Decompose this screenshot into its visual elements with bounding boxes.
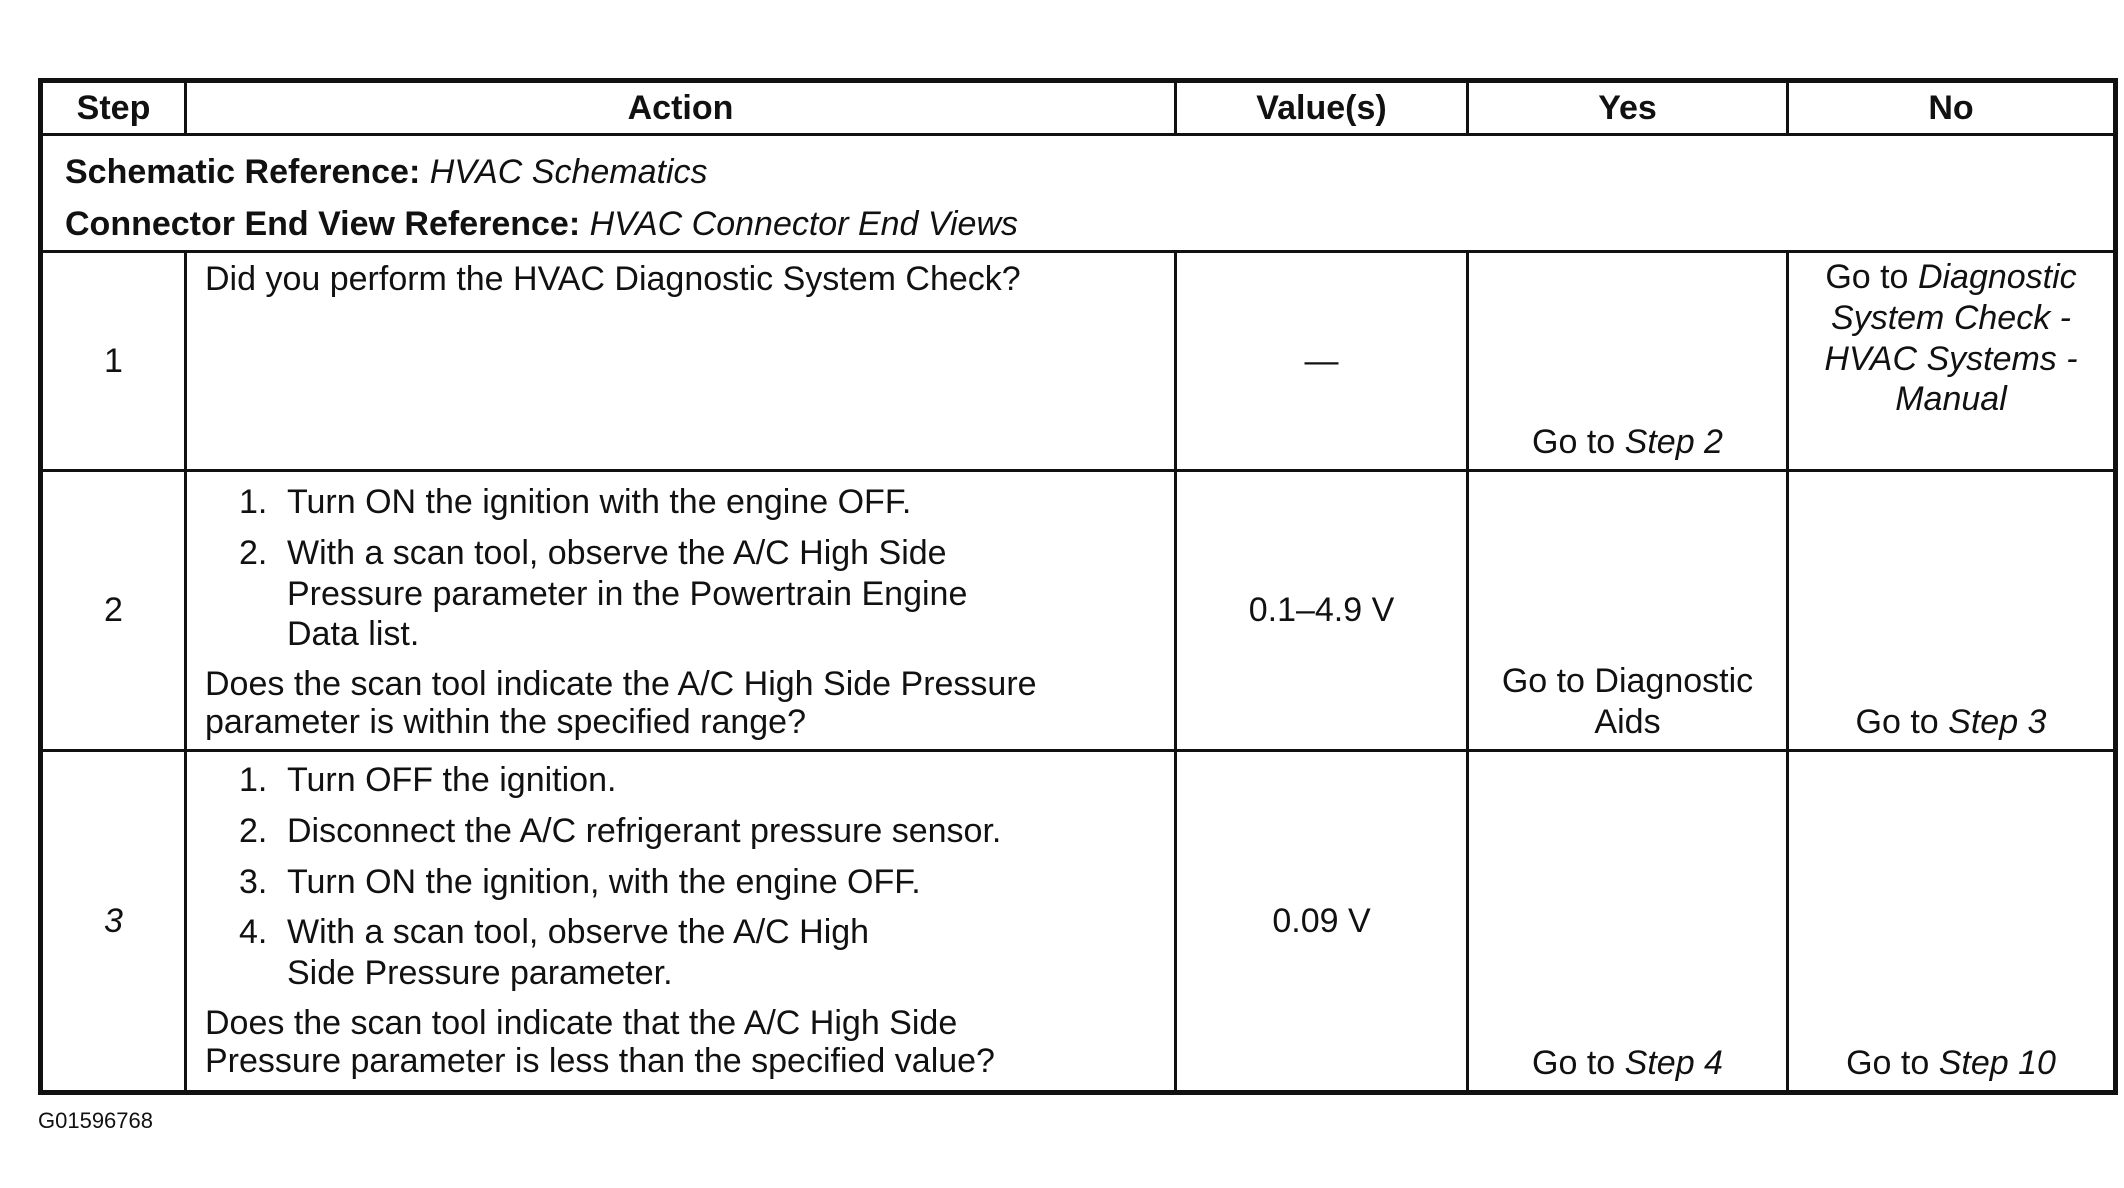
substep-text: Turn ON the ignition, with the engine OFF. (287, 862, 921, 901)
no-prefix: Go to (1855, 703, 1939, 742)
yes-cell (1468, 471, 1788, 751)
yes-step-link[interactable]: Step 2 (1624, 423, 1723, 462)
value-cell: 0.1–4.9 V (1176, 471, 1468, 751)
value-cell: 0.09 V (1176, 751, 1468, 1093)
step-number: 1 (41, 252, 186, 471)
yes-cell (1468, 252, 1788, 471)
step-number: 3 (41, 751, 186, 1093)
substep-number: 1. (239, 483, 268, 521)
connector-reference-label: Connector End View Reference: (65, 205, 581, 243)
action-question: Did you perform the HVAC Diagnostic System Check? (205, 260, 1021, 298)
action-cell (186, 471, 1176, 751)
substep-number: 1. (239, 761, 268, 799)
table-header-row (41, 81, 2116, 135)
substep-text: Turn OFF the ignition. (287, 761, 617, 799)
schematic-reference (65, 146, 2113, 198)
diagnostic-table (38, 78, 2118, 1095)
substep-number: 4. (239, 913, 268, 952)
action-question: Does the scan tool indicate the A/C High Side Pressure parameter is within the specified range? (205, 665, 1037, 742)
substep-number: 2. (239, 811, 268, 850)
header-values: Value(s) (1176, 81, 1468, 135)
no-cell (1788, 471, 2116, 751)
substep-number: 3. (239, 862, 268, 901)
substep-item (205, 862, 1154, 903)
substep-text: With a scan tool, observe the A/C High Side Pressure parameter. (287, 913, 870, 993)
connector-reference-link[interactable]: HVAC Connector End Views (589, 205, 1018, 243)
reference-cell (41, 135, 2116, 252)
header-yes: Yes (1468, 81, 1788, 135)
action-cell (186, 252, 1176, 471)
substep-item (205, 811, 1154, 852)
substep-list (205, 482, 1154, 655)
value-cell: — (1176, 252, 1468, 471)
connector-reference (65, 198, 2113, 250)
figure-caption: G01596768 (38, 1108, 153, 1133)
substep-text: Disconnect the A/C refrigerant pressure sensor. (287, 811, 1002, 850)
table-row (41, 471, 2116, 751)
substep-text: With a scan tool, observe the A/C High Side Pressure parameter in the Powertrain Engine Data list. (287, 533, 968, 654)
no-diagnostic-link[interactable]: Diagnostic System Check - HVAC Systems - Manual (1824, 258, 2078, 419)
reference-row (41, 135, 2116, 252)
yes-cell (1468, 751, 1788, 1093)
no-prefix: Go to (1825, 258, 1909, 296)
header-no: No (1788, 81, 2116, 135)
schematic-reference-link[interactable]: HVAC Schematics (429, 153, 708, 191)
no-step-link[interactable]: Step 3 (1948, 703, 2047, 742)
substep-number: 2. (239, 533, 268, 572)
no-prefix: Go to (1846, 1044, 1930, 1083)
substep-text: Turn ON the ignition with the engine OFF. (287, 483, 912, 521)
no-cell (1788, 751, 2116, 1093)
substep-item (205, 912, 1154, 994)
substep-list (205, 760, 1154, 994)
no-cell (1788, 252, 2116, 471)
no-step-link[interactable]: Step 10 (1938, 1044, 2056, 1083)
table-row (41, 751, 2116, 1093)
schematic-reference-label: Schematic Reference: (65, 153, 421, 191)
substep-item (205, 533, 1154, 655)
yes-step-link[interactable]: Step 4 (1624, 1044, 1723, 1083)
table-row (41, 252, 2116, 471)
substep-item (205, 482, 1154, 523)
action-question: Does the scan tool indicate that the A/C High Side Pressure parameter is less than the specified value? (205, 1003, 995, 1081)
header-action: Action (186, 81, 1176, 135)
step-number: 2 (41, 471, 186, 751)
header-step: Step (41, 81, 186, 135)
yes-prefix: Go to (1532, 1044, 1616, 1083)
yes-prefix: Go to (1532, 423, 1616, 462)
yes-diagnostic-aids-link[interactable]: Go to Diagnostic Aids (1501, 662, 1754, 742)
substep-item (205, 760, 1154, 801)
action-cell (186, 751, 1176, 1093)
